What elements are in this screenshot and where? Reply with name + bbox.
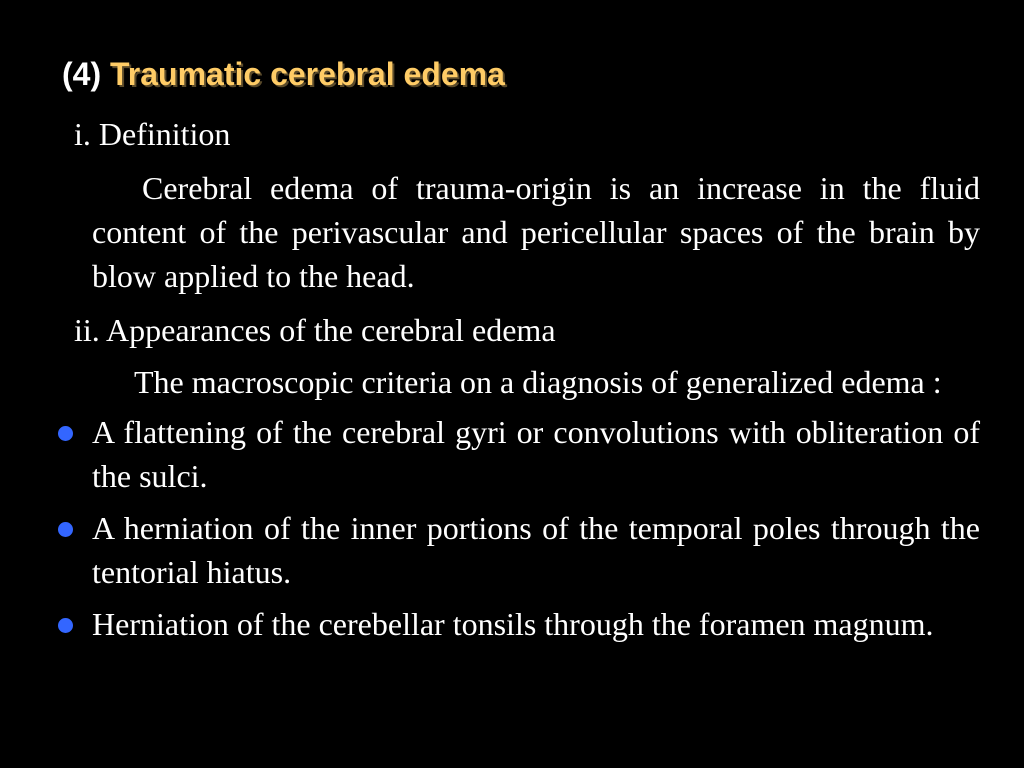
definition-paragraph: Cerebral edema of trauma-origin is an increase in the fluid content of the perivascular and pericellular spaces of the brain by blow applied to the head. [92,170,980,294]
list-item-text: Herniation of the cerebellar tonsils through the foramen magnum. [92,606,934,642]
title-text: Traumatic cerebral edema [110,56,505,92]
slide-title [62,52,505,96]
definition-heading: i. Definition [74,116,231,152]
list-item [56,602,980,646]
appearances-paragraph: The macroscopic criteria on a diagnosis of generalized edema : [134,364,942,400]
list-item-text: A herniation of the inner portions of the temporal poles through the tentorial hiatus. [92,510,980,590]
appearances-heading: ii. Appearances of the cerebral edema [74,312,556,348]
list-item [56,506,980,594]
list-item-text: A flattening of the cerebral gyri or convolutions with obliteration of the sulci. [92,414,980,494]
bullet-dot-icon [58,618,73,633]
title-number: (4) [62,56,102,92]
slide-body [56,112,980,654]
list-item [56,410,980,498]
bullet-dot-icon [58,426,73,441]
criteria-list [56,410,980,646]
bullet-dot-icon [58,522,73,537]
